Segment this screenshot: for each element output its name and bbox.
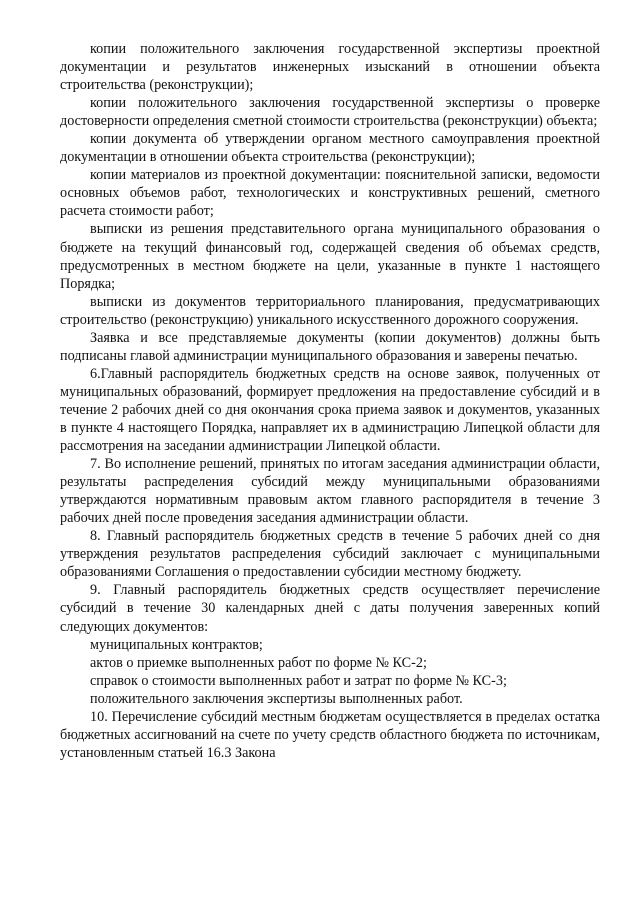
list-item-ks2-acts: актов о приемке выполненных работ по форме № КС-2; — [90, 654, 427, 671]
paragraph-budget-extract: выписки из решения представительного органа муниципального образования о бюджете на текущий финансовый год, содержащей сведения об объемах средств, предусмотренных в местном бюджете на цели, указанные в пункте 1 настоящего Порядка; — [60, 221, 600, 292]
list-item-contracts: муниципальных контрактов; — [90, 636, 263, 653]
list-item-ks3-certificates: справок о стоимости выполненных работ и затрат по форме № КС-3; — [90, 672, 507, 689]
list-item-expertise-conclusion: положительного заключения экспертизы выполненных работ. — [90, 690, 463, 707]
paragraph-design-materials: копии материалов из проектной документации: пояснительной записки, ведомости основных объемов работ, технологических и конструктивных решений, сметного расчета стоимости работ; — [60, 167, 600, 220]
paragraph-expertise-estimate: копии положительного заключения государственной экспертизы о проверке достоверности определения сметной стоимости строительства (реконструкции) объекта; — [60, 95, 600, 130]
paragraph-item-7: 7. Во исполнение решений, принятых по итогам заседания администрации области, результаты распределения субсидий между муниципальными образованиями утверждаются нормативным правовым актом главного распорядителя в течение 3 рабочих дней после проведения заседания администрации области. — [60, 456, 600, 527]
paragraph-approval-document: копии документа об утверждении органом местного самоуправления проектной документации в отношении объекта строительства (реконструкции); — [60, 131, 600, 166]
paragraph-expertise-design: копии положительного заключения государственной экспертизы проектной документации и результатов инженерных изысканий в отношении объекта строительства (реконструкции); — [60, 41, 600, 94]
paragraph-application-signing: Заявка и все представляемые документы (копии документов) должны быть подписаны главой администрации муниципального образования и заверены печатью. — [60, 329, 600, 364]
paragraph-item-6: 6.Главный распорядитель бюджетных средств на основе заявок, полученных от муниципальных образований, формирует предложения на предоставление субсидий и в течение 2 рабочих дней со дня окончания срока приема заявок и документов, указанных в пункте 4 настоящего Порядка, направляет их в администрацию Липецкой области для рассмотрения на заседании администрации Липецкой области. — [60, 365, 600, 455]
paragraph-item-8: 8. Главный распорядитель бюджетных средств в течение 5 рабочих дней со дня утверждения результатов распределения субсидий заключает с муниципальными образованиями Соглашения о предоставлении субсидии местному бюджету. — [60, 528, 600, 581]
paragraph-item-10: 10. Перечисление субсидий местным бюджетам осуществляется в пределах остатка бюджетных ассигнований на счете по учету средств областного бюджета по источникам, установленным статьей 16.3 Закона — [60, 708, 600, 761]
paragraph-item-9: 9. Главный распорядитель бюджетных средств осуществляет перечисление субсидий в течение 30 календарных дней с даты получения заверенных копий следующих документов: — [60, 582, 600, 635]
paragraph-planning-extract: выписки из документов территориального планирования, предусматривающих строительство (реконструкцию) уникального искусственного дорожного сооружения. — [60, 293, 600, 328]
